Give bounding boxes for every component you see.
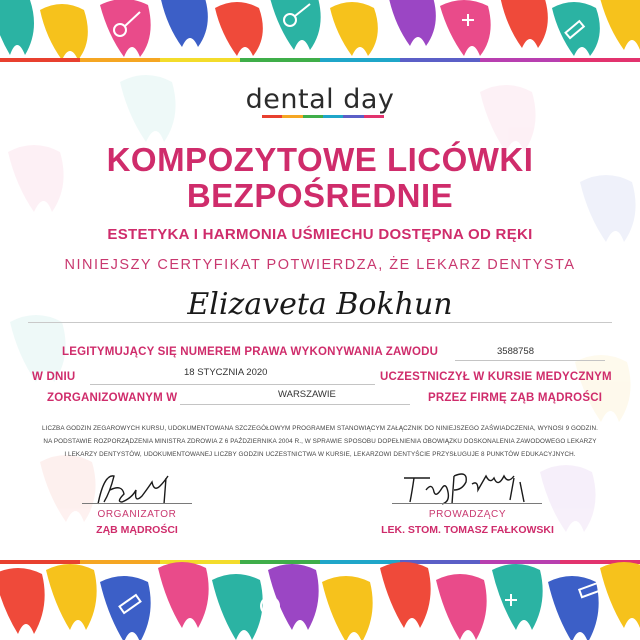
top-decorative-band (0, 0, 640, 62)
recipient-name-underline (28, 322, 612, 323)
tooth-icon (500, 0, 548, 48)
tooth-icon (160, 0, 208, 47)
certificate-title-line-2: BEZPOŚREDNIE (186, 177, 454, 214)
company-label: PRZEZ FIRMĘ ZĄB MĄDROŚCI (428, 392, 603, 404)
tooth-icon (552, 2, 600, 56)
tooth-icon (322, 576, 373, 640)
tooth-icon (600, 562, 640, 628)
instructor-name: LEK. STOM. TOMASZ FAŁKOWSKI (381, 524, 554, 536)
organizer-role: ORGANIZATOR (97, 509, 177, 520)
logo-color-bar (262, 115, 384, 118)
certificate-title-line-1: KOMPOZYTOWE LICÓWKI (106, 141, 534, 178)
date-label: W DNIU (32, 371, 76, 383)
organizer-signature (88, 470, 188, 510)
bottom-decorative-band (0, 560, 640, 640)
tooth-icon (388, 0, 436, 46)
organizer-signature-line (82, 503, 192, 504)
dental-day-logo: dental day (245, 84, 395, 115)
tooth-icon (40, 4, 88, 60)
tooth-icon (0, 568, 45, 634)
place-value: WARSZAWIE (278, 389, 336, 400)
date-value: 18 STYCZNIA 2020 (184, 367, 268, 378)
course-label: UCZESTNICZYŁ W KURSIE MEDYCZNYM (380, 371, 612, 383)
tooth-icon (215, 2, 263, 56)
tooth-icon (100, 576, 151, 640)
instructor-role: PROWADZĄCY (428, 509, 507, 520)
tooth-icon (440, 0, 491, 56)
tooth-icon (0, 0, 34, 55)
tooth-icon (158, 562, 209, 628)
fine-print-line-3: I LEKARZY DENTYSTÓW, UDOKUMENTOWANEJ LICZBY GODZIN UCZESTNICTWA W KURSIE, LEKARZOWI DENTYŚCIE PRZYSŁUGUJE 8 PUNKTÓW EDUKACYJNYCH. (64, 451, 576, 458)
fine-print-line-1: LICZBA GODZIN ZEGAROWYCH KURSU, UDOKUMENTOWANA SZCZEGÓŁOWYM PROGRAMEM STANOWIĄCYM ZAŁĄCZNIK DO NINIEJSZEGO ZAŚWIADCZENIA, WYNOSI 9 GODZIN. (42, 425, 598, 432)
tooth-icon (270, 0, 321, 50)
tooth-icon (380, 562, 431, 628)
tooth-icon (268, 564, 319, 630)
date-line (90, 384, 375, 385)
license-value: 3588758 (497, 346, 534, 357)
dental-mirror-icon (261, 597, 279, 615)
tooth-icon (492, 564, 543, 630)
tooth-pattern-bottom (0, 562, 640, 640)
tooth-icon (212, 574, 263, 640)
instructor-signature (396, 468, 536, 508)
certificate-subtitle: ESTETYKA I HARMONIA UŚMIECHU DOSTĘPNA OD RĘKI (107, 226, 533, 243)
license-label: LEGITYMUJĄCY SIĘ NUMEREM PRAWA WYKONYWANIA ZAWODU (62, 346, 439, 358)
tooth-icon (600, 0, 640, 50)
certificate-intro: NINIEJSZY CERTYFIKAT POTWIERDZA, ŻE LEKARZ DENTYSTA (64, 257, 576, 273)
tooth-icon (46, 564, 97, 630)
fine-print-line-2: NA PODSTAWIE ROZPORZĄDZENIA MINISTRA ZDROWIA Z 6 PAŹDZIERNIKA 2004 R., W SPRAWIE SPOSOBU DOPEŁNIENIA OBOWIĄZKU DOSKONALENIA ZAWODOWEGO LEKARZY (43, 438, 597, 445)
instructor-signature-line (392, 503, 542, 504)
tooth-pattern-top (0, 0, 640, 60)
place-label: ZORGANIZOWANYM W (47, 392, 178, 404)
license-line (455, 360, 605, 361)
organizer-name: ZĄB MĄDROŚCI (96, 524, 178, 536)
tooth-icon (330, 2, 378, 56)
tooth-icon (436, 574, 487, 640)
place-line (180, 404, 410, 405)
recipient-name: Elizaveta Bokhun (187, 287, 453, 322)
